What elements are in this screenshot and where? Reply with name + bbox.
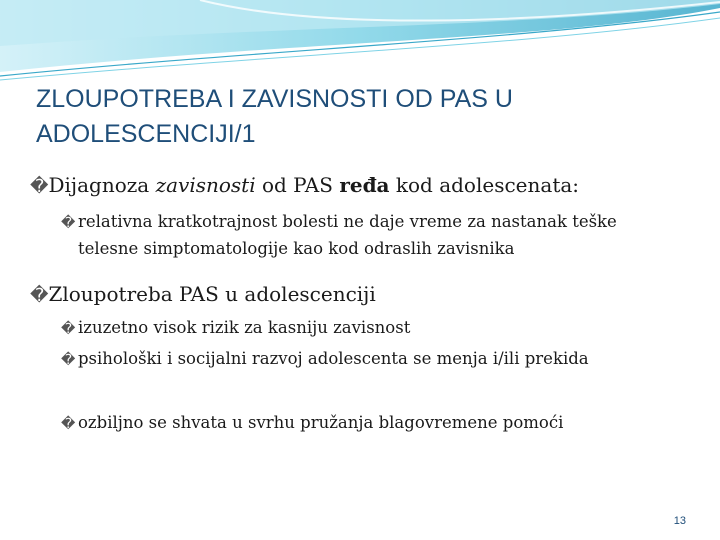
- text-part: kod adolescenata:: [389, 173, 580, 197]
- sub-bullet-2-3: [61, 410, 678, 437]
- text-italic: zavisnosti: [155, 173, 256, 197]
- bullet-glyph: �: [61, 321, 76, 337]
- sub-bullet-2-1: [61, 315, 678, 342]
- sub-bullet-text: relativna kratkotrajnost bolesti ne daje vreme za nastanak teške telesne simptomatologije kao kod odraslih zavisnika: [78, 212, 617, 258]
- bullet-glyph: �: [30, 285, 49, 306]
- text-part: Dijagnoza: [48, 173, 156, 197]
- bullet-glyph: �: [30, 176, 49, 197]
- sub-bullet-text: izuzetno visok rizik za kasniju zavisnost: [78, 318, 411, 337]
- bullet-abuse: [30, 282, 376, 306]
- sub-bullet-text: ozbiljno se shvata u svrhu pružanja blagovremene pomoći: [78, 413, 564, 432]
- slide-title: ZLOUPOTREBA I ZAVISNOSTI OD PAS U ADOLESCENCIJI/1: [36, 85, 513, 148]
- bullet-diagnosis: [30, 173, 579, 197]
- sub-bullet-text: psihološki i socijalni razvoj adolescenta se menja i/ili prekida: [78, 349, 589, 368]
- text-bold: ređa: [339, 173, 390, 197]
- page-number: 13: [673, 515, 686, 527]
- bullet-glyph: �: [61, 352, 76, 368]
- bullet-glyph: �: [61, 416, 76, 432]
- sub-bullet-2-2: [61, 346, 678, 373]
- bullet-text: Zloupotreba PAS u adolescenciji: [48, 282, 376, 306]
- bullet-glyph: �: [61, 215, 76, 231]
- text-part: od PAS: [255, 173, 340, 197]
- sub-bullet-1-1: [61, 209, 678, 262]
